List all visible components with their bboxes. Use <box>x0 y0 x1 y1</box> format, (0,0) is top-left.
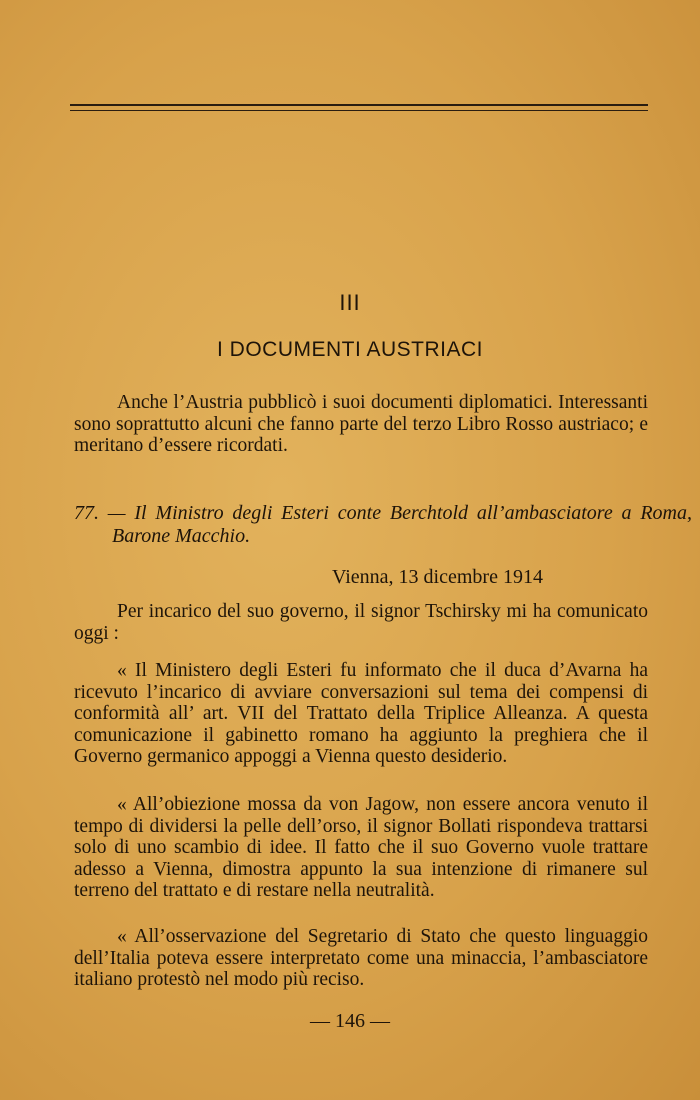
document-paragraph: Per incarico del suo governo, il signor Tschirsky mi ha comunicato oggi : <box>74 601 648 644</box>
intro-paragraph: Anche l’Austria pubblicò i suoi documenti diplomatici. Interessanti sono soprattutto alcuni che fanno parte del terzo Libro Rosso austriaco; e meritano d’essere ricordati. <box>74 392 648 456</box>
document-dateline: Vienna, 13 dicembre 1914 <box>332 566 543 588</box>
document-paragraph: « All’osservazione del Segretario di Stato che questo linguaggio dell’Italia poteva essere interpretato come una minaccia, l’ambasciatore italiano protestò nel modo più reciso. <box>74 926 648 990</box>
chapter-number: III <box>339 290 361 315</box>
page-number: — 146 — <box>310 1010 390 1032</box>
document-paragraph: « Il Ministero degli Esteri fu informato che il duca d’Avarna ha ricevuto l’incarico di avviare conversazioni sul tema dei compensi di conformità all’ art. VII del Trattato della Triplice Alleanza. A questa comunicazione il gabinetto romano ha aggiunto la preghiera che il Governo germanico appoggi a Vienna questo desiderio. <box>74 660 648 767</box>
chapter-title: I DOCUMENTI AUSTRIACI <box>216 338 484 361</box>
document-heading: 77. — Il Ministro degli Esteri conte Berchtold all’ambasciatore a Roma, Barone Macchio. <box>74 502 692 547</box>
header-rule-bottom <box>70 110 648 111</box>
document-paragraph: « All’obiezione mossa da von Jagow, non essere ancora venuto il tempo di dividersi la pelle dell’orso, il signor Bollati rispondeva trattarsi solo di uno scambio di idee. Il fatto che il suo Governo vuole trattare adesso a Vienna, dimostra appunto la sua intenzione di rimanere sul terreno del trattato e di restare nella neutralità. <box>74 794 648 901</box>
header-rule-top <box>70 104 648 106</box>
